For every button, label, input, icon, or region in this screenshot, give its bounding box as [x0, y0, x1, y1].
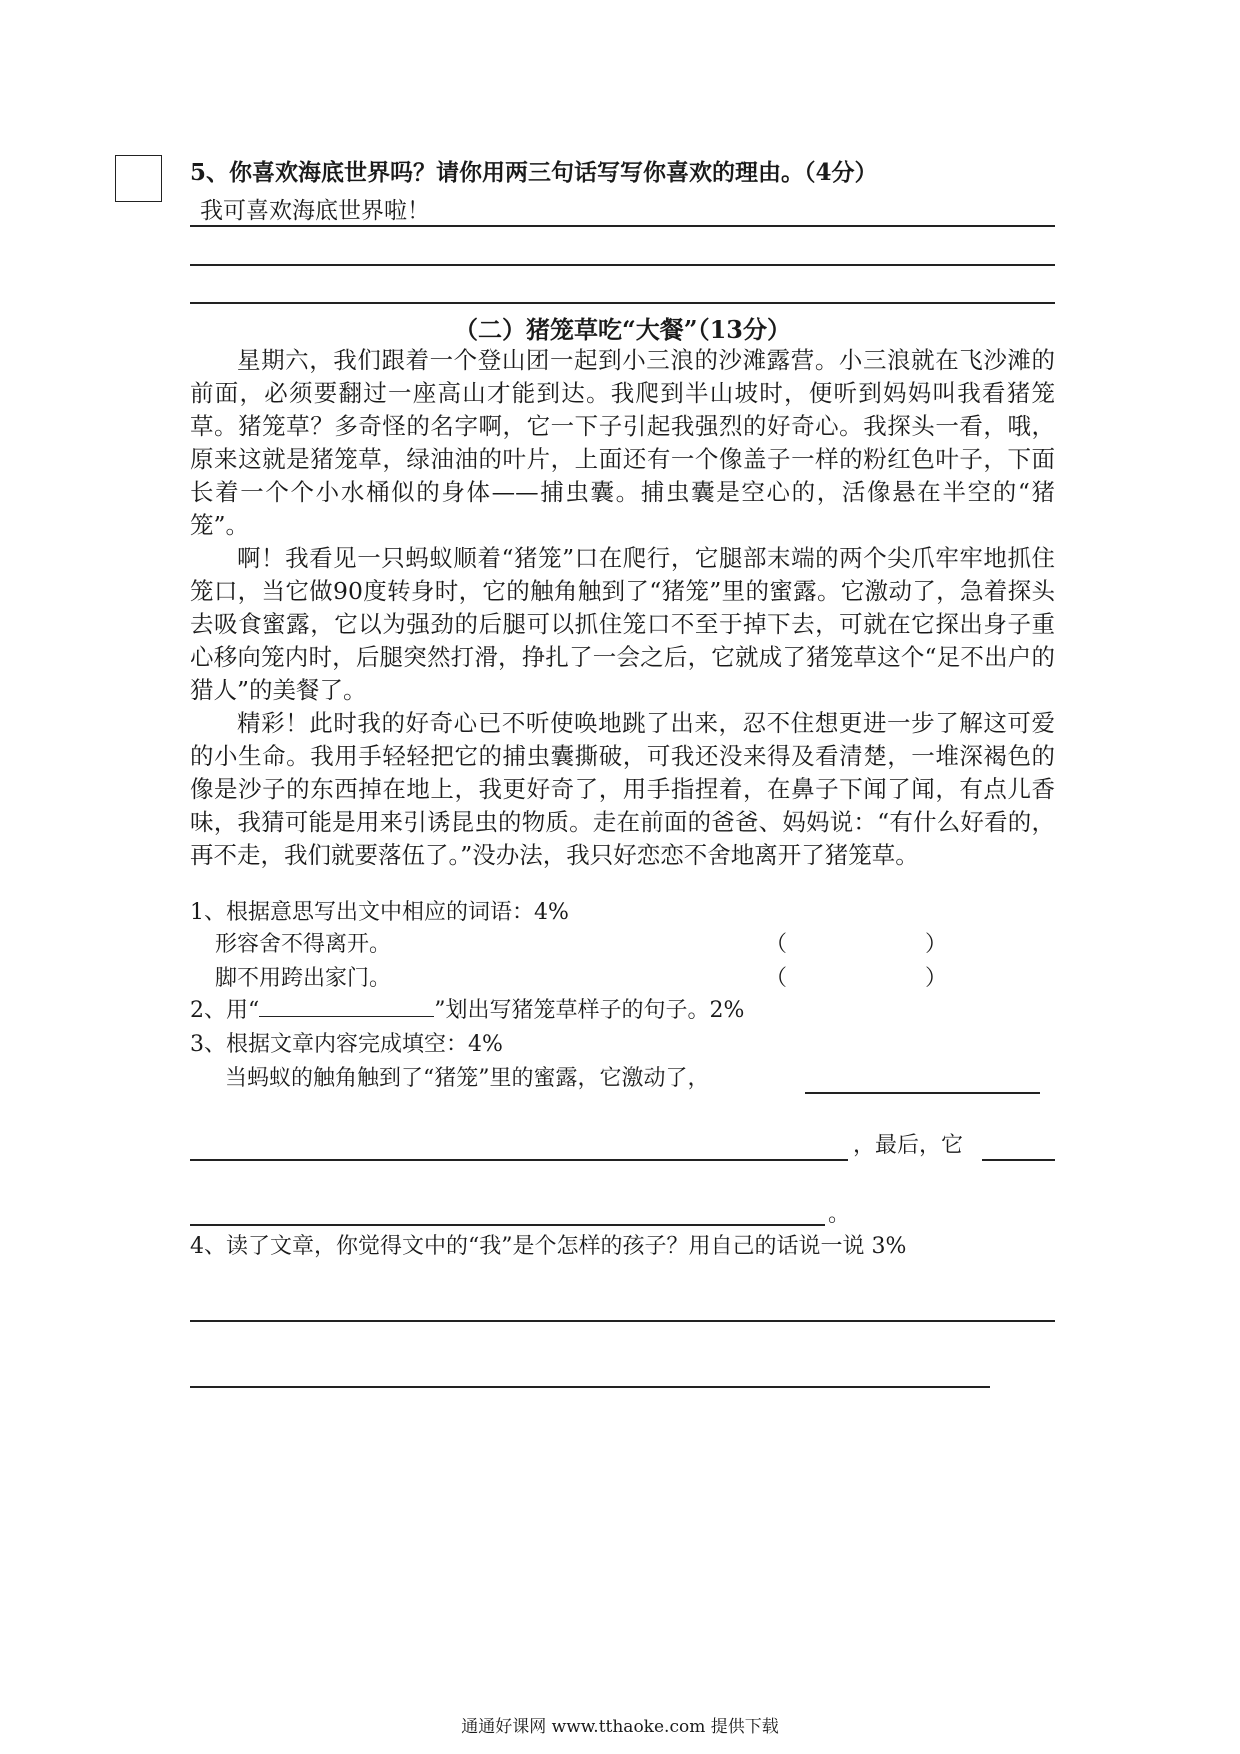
underline-sample: [259, 996, 434, 1017]
question-1-item-1: 形容舍不得离开。: [215, 932, 392, 957]
question-3-mid: ，最后，它: [853, 1133, 964, 1158]
passage-paragraph-2: 啊！我看见一只蚂蚁顺着“猪笼”口在爬行，它腿部末端的两个尖爪牢牢地抓住笼口，当它做90度转身时，它的触角触到了“猪笼”里的蜜露。它激动了，急着探头去吸食蜜露，它以为强劲的后腿可以抓住笼口不至于掉下去，可就在它探出身子重心移向笼内时，后腿突然打滑，挣扎了一会之后，它就成了猪笼草这个“足不出户的猎人”的美餐了。: [190, 544, 1055, 704]
footer-credit: 通通好课网 www.tthaoke.com 提供下载: [461, 1717, 779, 1737]
reading-passage: [190, 344, 1055, 872]
answer-line-5[interactable]: [190, 1386, 990, 1388]
passage-paragraph-3: 精彩！此时我的好奇心已不听使唤地跳了出来，忍不住想更进一步了解这可爱的小生命。我用手轻轻把它的捕虫囊撕破，可我还没来得及看清楚，一堆深褐色的像是沙子的东西掉在地上，我更好奇了，用手指捏着，在鼻子下闻了闻，有点儿香味，我猜可能是用来引诱昆虫的物质。走在前面的爸爸、妈妈说：“有什么好看的，再不走，我们就要落伍了。”没办法，我只好恋恋不舍地离开了猪笼草。: [190, 709, 1055, 869]
answer-line-2[interactable]: [190, 264, 1055, 266]
passage-paragraph-1: 星期六，我们跟着一个登山团一起到小三浪的沙滩露营。小三浪就在飞沙滩的前面，必须要翻过一座高山才能到达。我爬到半山坡时，便听到妈妈叫我看猪笼草。猪笼草？多奇怪的名字啊，它一下子引起我强烈的好奇心。我探头一看，哦，原来这就是猪笼草，绿油油的叶片，上面还有一个像盖子一样的粉红色叶子，下面长着一个个小水桶似的身体——捕虫囊。捕虫囊是空心的，活像悬在半空的“猪笼”。: [190, 346, 1055, 539]
question-5: 5、你喜欢海底世界吗？请你用两三句话写写你喜欢的理由。（4分）: [190, 159, 878, 186]
question-1-item-2: 脚不用跨出家门。: [215, 966, 392, 991]
question-3-label: 3、根据文章内容完成填空：4%: [190, 1032, 503, 1057]
answer-blank-1[interactable]: [792, 932, 922, 958]
paren-close-1: ）: [925, 932, 948, 957]
fill-blank-1[interactable]: [805, 1092, 1040, 1094]
fill-blank-4[interactable]: [190, 1224, 825, 1226]
answer-line-1[interactable]: [190, 225, 1055, 227]
question-2: [190, 996, 744, 1026]
paren-open-2: （: [765, 966, 788, 991]
answer-line-4[interactable]: [190, 1320, 1055, 1322]
fill-blank-3[interactable]: [982, 1159, 1055, 1161]
fill-blank-2[interactable]: [190, 1159, 848, 1161]
question-1-label: 1、根据意思写出文中相应的词语：4%: [190, 900, 569, 925]
question-2-prefix: 2、用“: [190, 998, 260, 1023]
question-3-line-1: 当蚂蚁的触角触到了“猪笼”里的蜜露，它激动了，: [225, 1066, 710, 1091]
paren-open-1: （: [765, 932, 788, 957]
question-3-end: 。: [828, 1202, 851, 1227]
answer-blank-2[interactable]: [792, 966, 922, 992]
question-5-answer: 我可喜欢海底世界啦！: [200, 198, 430, 224]
question-2-suffix: ”划出写猪笼草样子的句子。2%: [434, 998, 745, 1023]
paren-close-2: ）: [925, 966, 948, 991]
question-4-label: 4、读了文章，你觉得文中的“我”是个怎样的孩子？用自己的话说一说 3%: [190, 1234, 907, 1259]
section-title: （二）猪笼草吃“大餐”（13分）: [453, 315, 791, 344]
answer-line-3[interactable]: [190, 302, 1055, 304]
score-box[interactable]: [115, 155, 162, 202]
